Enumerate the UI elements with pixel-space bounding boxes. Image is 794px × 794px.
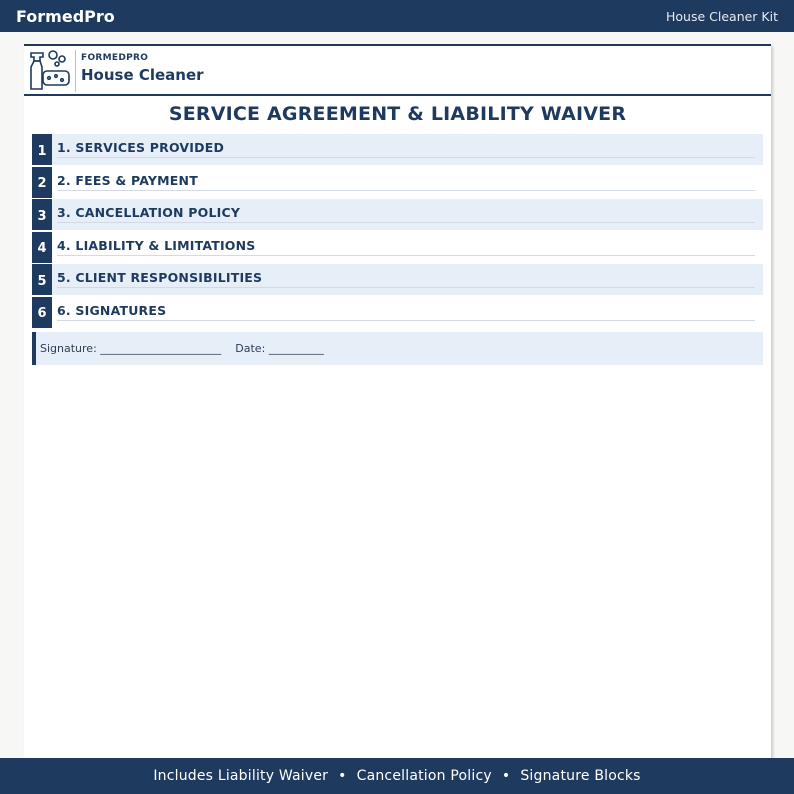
footer-separator: • — [338, 768, 347, 784]
top-bar — [0, 0, 794, 32]
spray-bottle-sponge-icon — [24, 46, 74, 94]
section-liability[interactable] — [32, 232, 763, 263]
section-number: 4 — [32, 232, 52, 263]
document-title: SERVICE AGREEMENT & LIABILITY WAIVER — [168, 103, 627, 125]
section-services[interactable] — [32, 134, 763, 165]
section-fees[interactable] — [32, 167, 763, 198]
section-title: 3. CANCELLATION POLICY — [57, 205, 241, 221]
document-sheet — [24, 44, 771, 758]
signature-block[interactable] — [32, 332, 763, 365]
document-header — [24, 46, 771, 96]
section-number: 2 — [32, 167, 52, 198]
section-rule — [57, 320, 755, 321]
brand-name: FormedPro — [16, 6, 115, 26]
footer-bar — [0, 758, 794, 794]
company-name: FORMEDPRO — [81, 53, 149, 63]
section-number: 3 — [32, 199, 52, 230]
section-title: 5. CLIENT RESPONSIBILITIES — [57, 270, 263, 286]
section-rule — [57, 255, 755, 256]
section-cancellation[interactable] — [32, 199, 763, 230]
section-title: 1. SERVICES PROVIDED — [57, 140, 225, 155]
section-number: 1 — [32, 134, 52, 165]
signature-line[interactable]: Signature: ______________________ — [40, 342, 222, 355]
date-line[interactable]: Date: __________ — [235, 342, 324, 355]
section-client-responsibilities[interactable] — [32, 264, 763, 295]
footer-separator: • — [501, 768, 511, 784]
section-list — [32, 134, 763, 330]
section-title: 6. SIGNATURES — [57, 302, 167, 318]
section-rule — [57, 222, 755, 223]
form-role-title: House Cleaner — [81, 66, 204, 84]
footer-item-signatures: Signature Blocks — [520, 768, 641, 784]
section-rule — [57, 287, 755, 288]
footer-item-liability: Includes Liability Waiver — [153, 768, 329, 784]
section-title: 2. FEES & PAYMENT — [57, 172, 198, 188]
section-signatures[interactable] — [32, 297, 763, 328]
section-rule — [57, 157, 755, 158]
header-divider — [75, 50, 76, 92]
section-title: 4. LIABILITY & LIMITATIONS — [57, 237, 256, 253]
section-rule — [57, 190, 755, 191]
footer-item-cancellation: Cancellation Policy — [356, 768, 492, 784]
section-number: 5 — [32, 264, 52, 295]
kit-name: House Cleaner Kit — [666, 8, 778, 24]
section-number: 6 — [32, 297, 52, 328]
